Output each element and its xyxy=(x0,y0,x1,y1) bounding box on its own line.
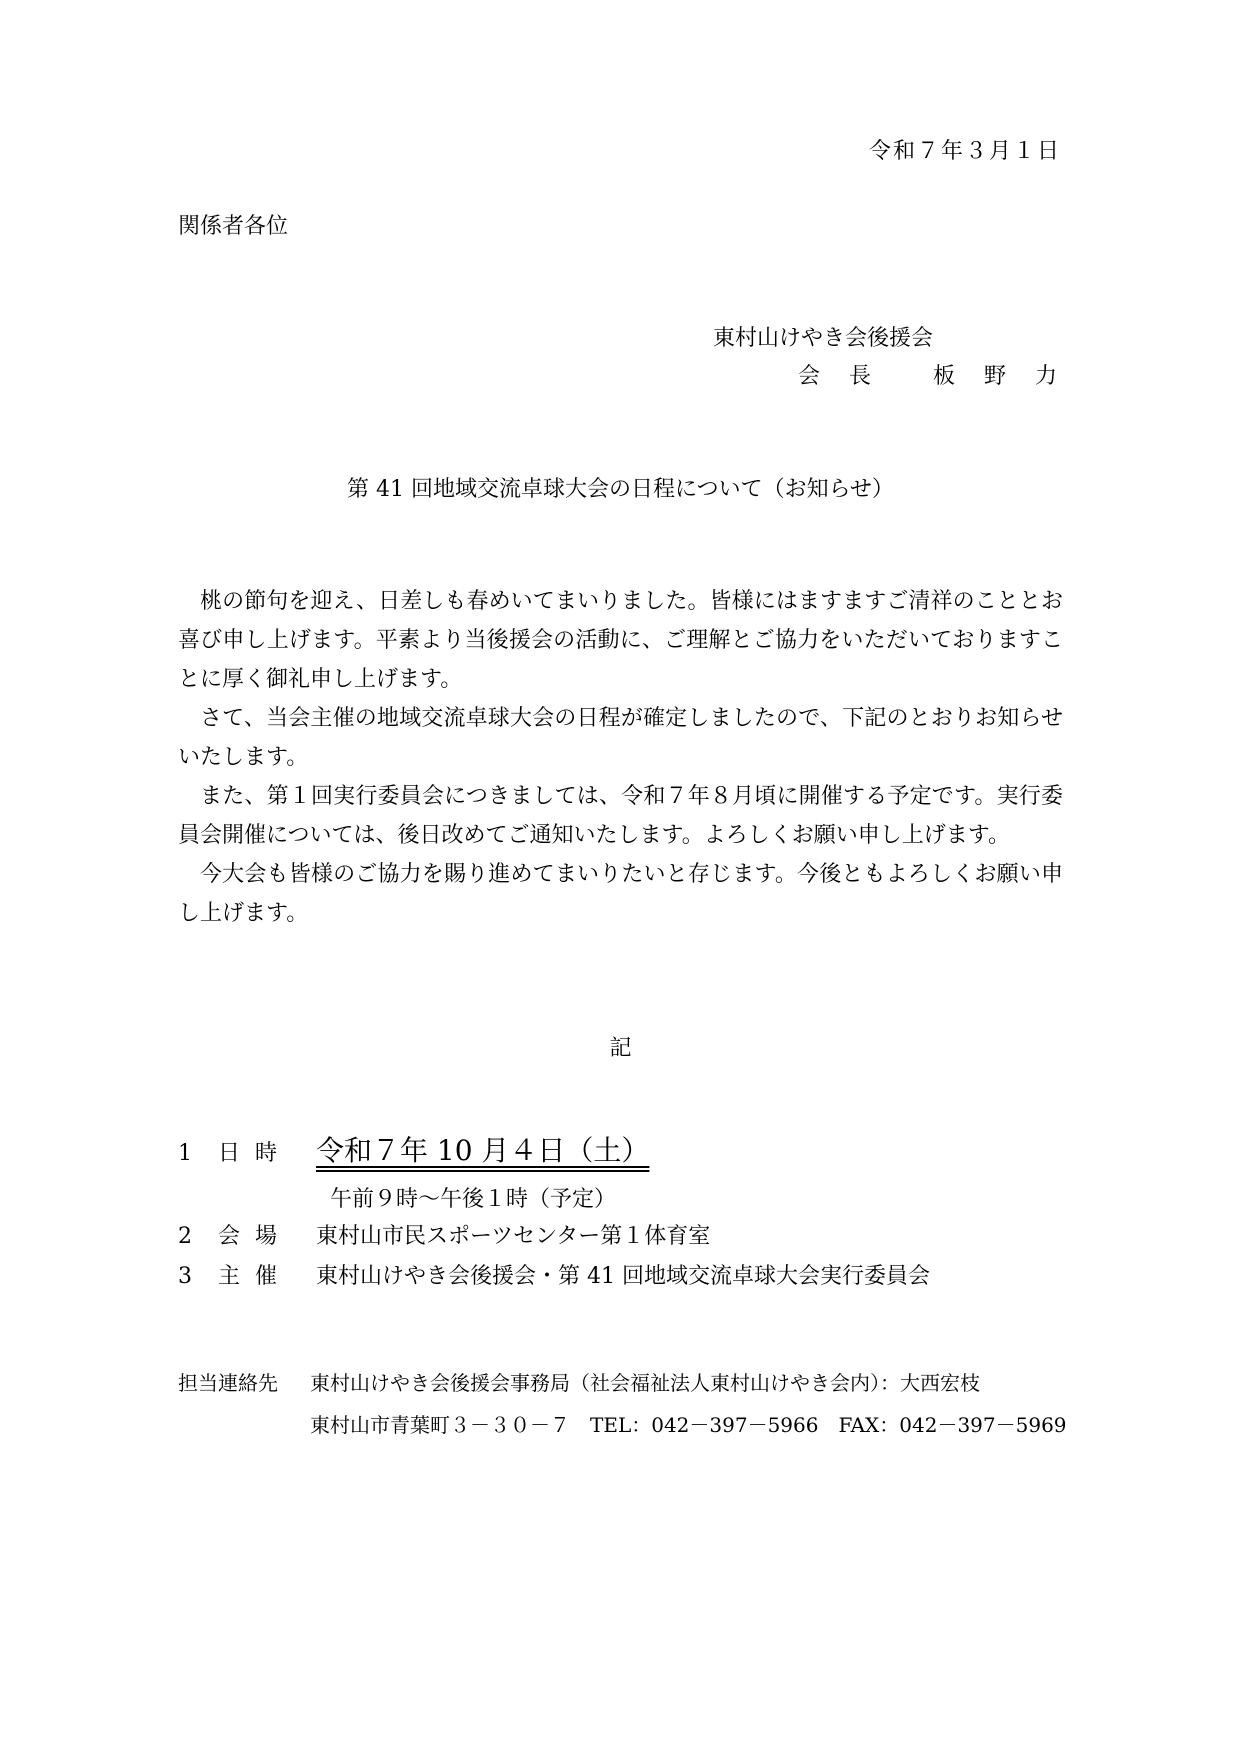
item-venue xyxy=(178,1222,710,1252)
sender-organization: 東村山けやき会後援会 xyxy=(713,326,934,351)
item-number: 1 xyxy=(178,1141,192,1166)
letter-body xyxy=(178,582,1063,933)
item-host xyxy=(178,1262,930,1292)
paragraph: また、第１回実行委員会につきましては、令和７年８月頃に開催する予定です。実行委員会開催については、後日改めてご通知いたします。よろしくお願い申し上げます。 xyxy=(178,784,1063,848)
event-time: 午前９時～午後１時（予定） xyxy=(330,1187,617,1212)
contact-office: 東村山けやき会後援会事務局（社会福祉法人東村山けやき会内）：大西宏枝 xyxy=(310,1371,980,1395)
contact-address: 東村山市青葉町３－３０－７ TEL：042－397－5966 FAX：042－397－5969 xyxy=(310,1413,1067,1437)
document-title: 第 41 回地域交流卓球大会の日程について（お知らせ） xyxy=(347,477,894,502)
item-datetime xyxy=(178,1136,649,1169)
paragraph: 今大会も皆様のご協力を賜り進めてまいりたいと存じます。今後ともよろしくお願い申し上げます。 xyxy=(178,862,1063,926)
contact-label: 担当連絡先 xyxy=(178,1371,278,1395)
sender-name: 会 長 板 野 力 xyxy=(798,364,1068,389)
paragraph: さて、当会主催の地域交流卓球大会の日程が確定しましたので、下記のとおりお知らせいたします。 xyxy=(178,706,1063,770)
addressee: 関係者各位 xyxy=(178,214,289,239)
item-label: 主 催 xyxy=(218,1264,281,1289)
venue-value: 東村山市民スポーツセンター第１体育室 xyxy=(316,1224,711,1249)
item-number: 3 xyxy=(178,1264,192,1289)
ki-heading: 記 xyxy=(609,1036,632,1061)
paragraph: 桃の節句を迎え、日差しも春めいてまいりました。皆様にはますますご清祥のこととお喜び申し上げます。平素より当後援会の活動に、ご理解とご協力をいただいておりますことに厚く御礼申し上げます。 xyxy=(178,589,1063,692)
item-label: 会 場 xyxy=(218,1224,281,1249)
document-date: 令和７年３月１日 xyxy=(868,139,1061,164)
item-number: 2 xyxy=(178,1224,192,1249)
host-value: 東村山けやき会後援会・第 41 回地域交流卓球大会実行委員会 xyxy=(316,1264,930,1289)
contact-line xyxy=(178,1368,980,1398)
event-date: 令和７年 10 月４日（土） xyxy=(316,1134,650,1167)
item-label: 日 時 xyxy=(218,1141,281,1166)
